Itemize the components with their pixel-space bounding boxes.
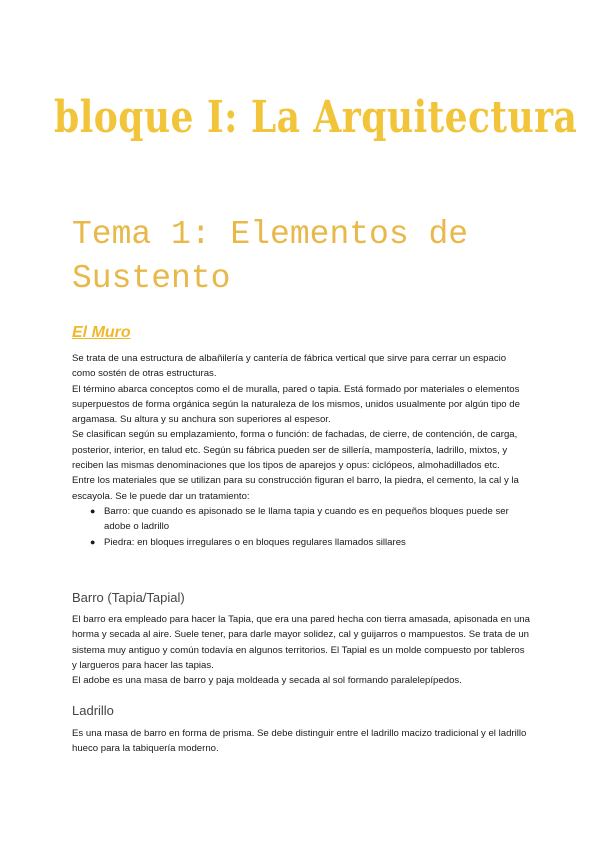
bullet-dot-icon: ● [90, 536, 96, 547]
barro-paragraph: El adobe es una masa de barro y paja moldeada y secada al sol formando paralelepípedos. [72, 675, 462, 687]
bullet-text: Piedra: en bloques irregulares o en bloques regulares llamados sillares [104, 536, 406, 548]
bullet-text: Barro: que cuando es apisonado se le llama tapia y cuando es en pequeños bloques puede ser adobe o ladrillo [104, 505, 509, 533]
subsection-heading-ladrillo: Ladrillo [72, 703, 114, 718]
section-heading-el-muro: El Muro [72, 324, 131, 341]
list-item [72, 504, 532, 535]
ladrillo-body [72, 726, 532, 757]
subsection-heading-barro: Barro (Tapia/Tapial) [72, 590, 185, 605]
list-item [72, 535, 532, 550]
barro-body [72, 612, 532, 688]
bullet-dot-icon: ● [90, 505, 96, 516]
ladrillo-paragraph: Es una masa de barro en forma de prisma. Se debe distinguir entre el ladrillo macizo tradicional y el ladrillo hueco para la tabiquería moderno. [72, 728, 527, 755]
muro-paragraph: El término abarca conceptos como el de muralla, pared o tapia. Está formado por materiales o elementos superpuestos de forma orgánica según la naturaleza de los mismos, unidos usualmente por algún tipo de argamasa. Su altura y su anchura son superiores al espesor. [72, 383, 520, 426]
tema-title: Tema 1: Elementos de Sustento [72, 216, 469, 297]
barro-paragraph: El barro era empleado para hacer la Tapia, que era una pared hecha con tierra amasada, apisonada en una horma y secada al aire. Suele tener, para darle mayor solidez, cal y guijarros o mampuestos. Se trata de un sistema muy antiguo y común todavía en algunos territorios. El Tapial es un molde compuesto por tableros y largueros para hacer las tapias. [72, 614, 530, 671]
muro-paragraph: Se trata de una estructura de albañilería y cantería de fábrica vertical que sirve para cerrar un espacio como sostén de otras estructuras. [72, 353, 507, 380]
muro-paragraph: Entre los materiales que se utilizan para su construcción figuran el barro, la piedra, el cemento, la cal y la escayola. Se le puede dar un tratamiento: [72, 475, 519, 502]
main-title: bloque I: La Arquitectura [54, 92, 578, 143]
muro-paragraph: Se clasifican según su emplazamiento, forma o función: de fachadas, de cierre, de contención, de carga, posterior, interior, en talud etc. Según su fábrica pueden ser de sillería, mampostería, ladrillo, mixtos, y reciben las mismas denominaciones que los tipos de aparejos y opus: ciclópeos, almohadillados etc. [72, 429, 518, 472]
muro-body [72, 351, 532, 550]
muro-bullet-list [72, 504, 532, 550]
